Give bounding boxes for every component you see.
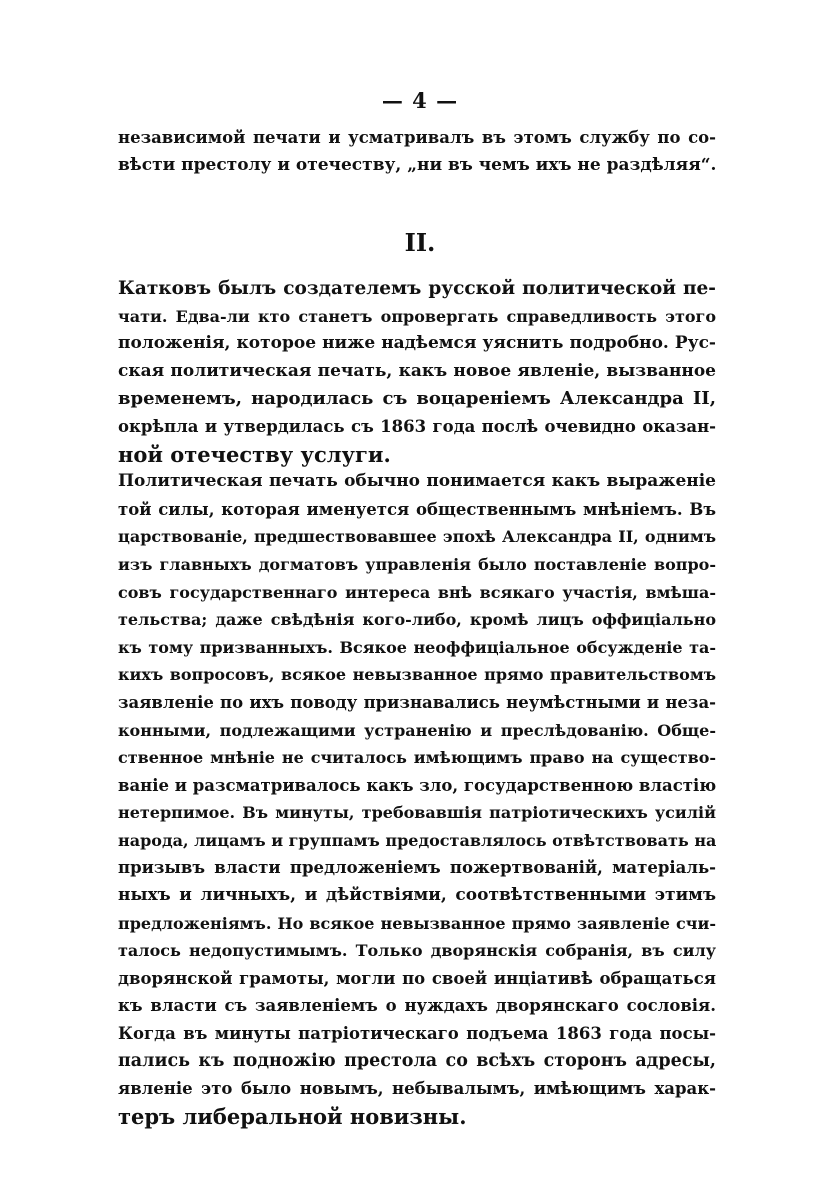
text-line: призывъ власти предложеніемъ пожертвованій, матеріаль-	[118, 858, 716, 878]
section-heading: II.	[404, 228, 436, 257]
text-line: талось недопустимымъ. Только дворянскія собранія, въ силу	[118, 941, 716, 961]
text-line: положенія, которое ниже надѣемся уяснить подробно. Рус-	[118, 333, 716, 354]
text-line: окрѣпла и утвердилась съ 1863 года послѣ очевидно оказан-	[118, 416, 716, 436]
text-line: чати. Едва-ли кто станетъ опровергать справедливость этого	[118, 306, 716, 326]
text-line: ственное мнѣніе не считалось имѣющимъ право на существо-	[118, 748, 716, 768]
text-line: народа, лицамъ и группамъ предоставлялось отвѣтствовать на	[118, 830, 717, 850]
text-line: ныхъ и личныхъ, и дѣйствіями, соотвѣтственными этимъ	[118, 885, 716, 906]
text-line: Политическая печать обычно понимается какъ выраженіе	[118, 471, 716, 492]
text-line: нетерпимое. Въ минуты, требовавшія патріотическихъ усилій	[118, 803, 716, 823]
text-line: заявленіе по ихъ поводу признавались неумѣстными и неза-	[118, 692, 716, 712]
text-line: явленіе это было новымъ, небывалымъ, имѣющимъ харак-	[118, 1079, 716, 1099]
text-line: независимой печати и усматривалъ въ этомъ службу по со-	[118, 128, 716, 147]
text-line: предложеніямъ. Но всякое невызванное прямо заявленіе счи-	[118, 913, 716, 933]
page-number: — 4 —	[381, 88, 459, 113]
text-line: Когда въ минуты патріотическаго подъема 1863 года посы-	[118, 1024, 716, 1044]
top-paragraph	[118, 124, 716, 179]
text-line: дворянской грамоты, могли по своей инціативѣ обращаться	[118, 968, 716, 988]
text-line: той силы, которая именуется общественнымъ мнѣніемъ. Въ	[118, 499, 716, 519]
text-line: кихъ вопросовъ, всякое невызванное прямо правительствомъ	[118, 665, 716, 685]
text-line: ной отечеству услуги.	[118, 441, 391, 467]
text-line: царствованіе, предшествовавшее эпохѣ Александра II, однимъ	[118, 527, 716, 547]
text-line: вѣсти престолу и отечеству, „ни въ чемъ ихъ не раздѣляя“.	[118, 154, 717, 175]
text-line: конными, подлежащими устраненію и преслѣдованію. Обще-	[118, 720, 716, 740]
text-line: изъ главныхъ догматовъ управленія было поставленіе вопро-	[118, 554, 716, 574]
text-line: ваніе и разсматривалось какъ зло, государственною властію	[118, 775, 717, 795]
text-line: совъ государственнаго интереса внѣ всякаго участія, вмѣша-	[118, 582, 716, 602]
text-line: Катковъ былъ создателемъ русской политической пе-	[118, 278, 716, 299]
text-line: къ власти съ заявленіемъ о нуждахъ дворянскаго сословія.	[118, 996, 716, 1016]
text-line: тельства; даже свѣдѣнія кого-либо, кромѣ лицъ оффиціально	[118, 610, 716, 630]
text-line: пались къ подножію престола со всѣхъ сторонъ адресы,	[118, 1050, 716, 1071]
main-text	[118, 275, 716, 1130]
text-line: теръ либеральной новизны.	[118, 1103, 467, 1129]
text-line: ская политическая печать, какъ новое явленіе, вызванное	[118, 360, 716, 381]
text-line: къ тому призванныхъ. Всякое неоффиціальное обсужденіе та-	[118, 637, 716, 657]
text-line: временемъ, народилась съ воцареніемъ Александра II,	[118, 388, 716, 410]
